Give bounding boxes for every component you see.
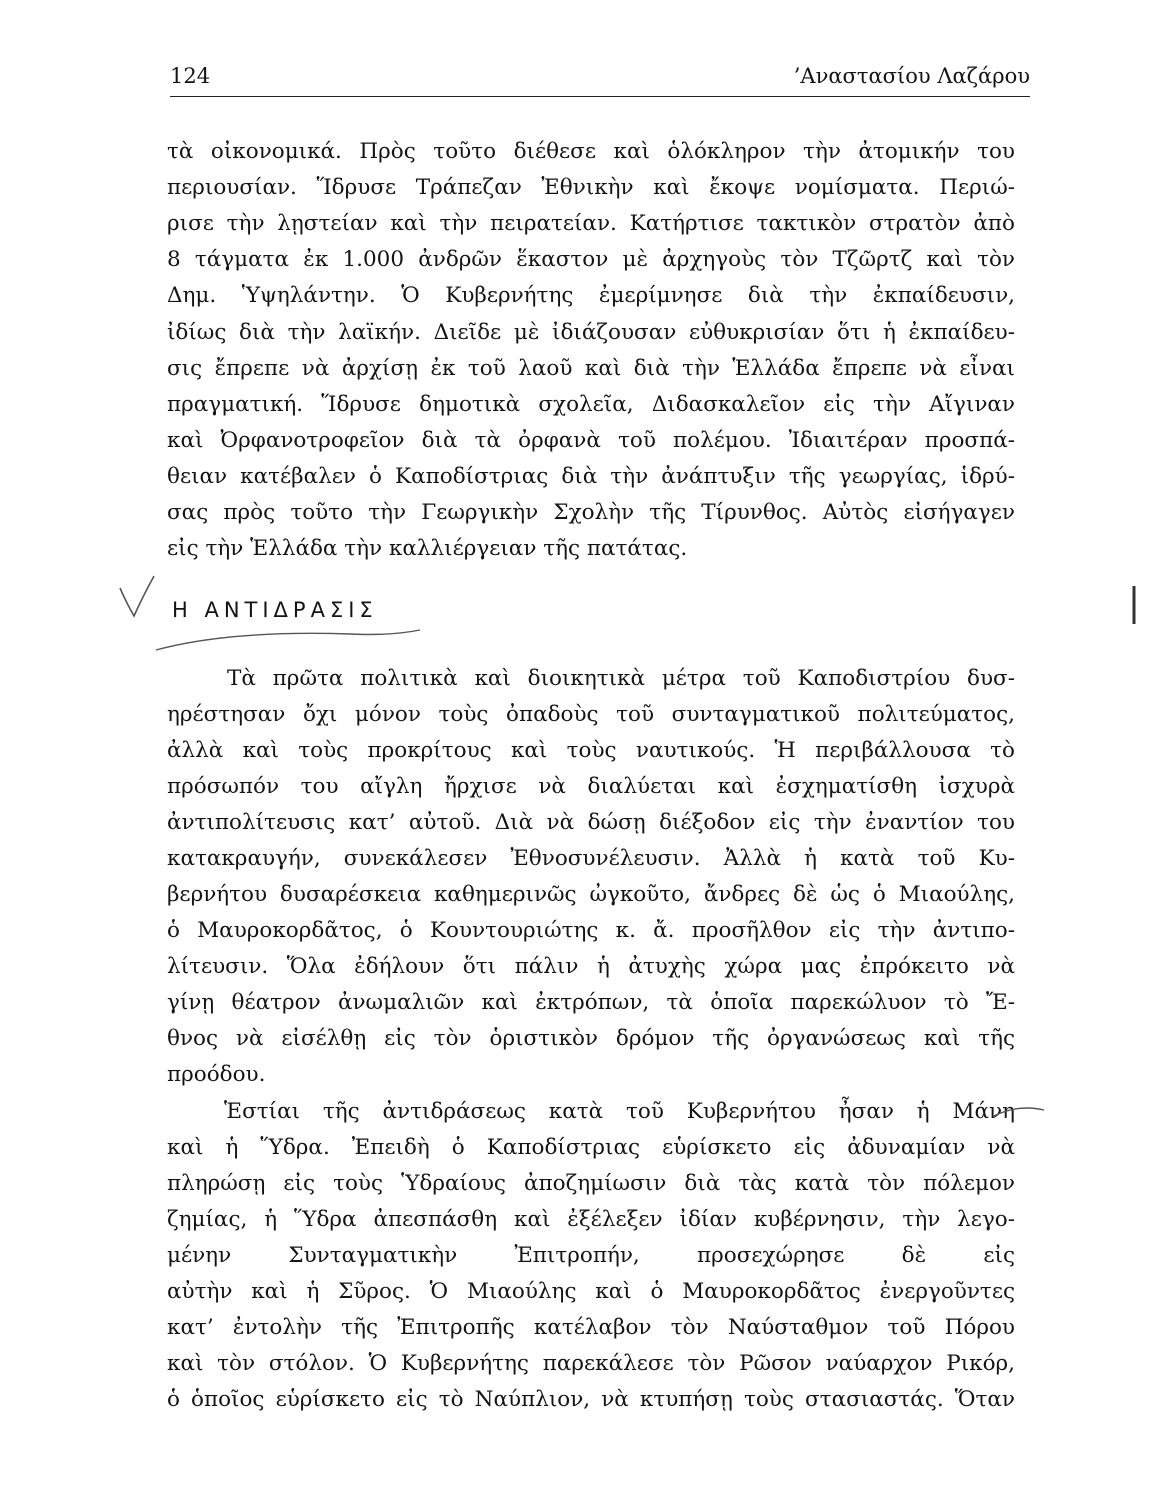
text-line: κατ’ ἐντολὴν τῆς Ἐπιτροπῆς κατέλαβον τὸν Ναύσταθμον τοῦ Πόρου [167, 1315, 1015, 1340]
text-line: γίνῃ θέατρον ἀνωμαλιῶν καὶ ἐκτρόπων, τὰ ὁποῖα παρεκώλυον τὸ Ἔ- [167, 990, 1015, 1015]
text-line: ἀλλὰ καὶ τοὺς προκρίτους καὶ τοὺς ναυτικούς. Ἡ περιβάλλουσα τὸ [167, 738, 1015, 763]
page-number: 124 [170, 64, 211, 88]
text-line: καὶ τὸν στόλον. Ὁ Κυβερνήτης παρεκάλεσε τὸν Ρῶσον ναύαρχον Ρικόρ, [167, 1351, 1015, 1376]
text-line: Δημ. Ὑψηλάντην. Ὁ Κυβερνήτης ἐμερίμνησε διὰ τὴν ἐκπαίδευσιν, [167, 283, 1015, 308]
text-line: σας πρὸς τοῦτο τὴν Γεωργικὴν Σχολὴν τῆς Τίρυνθος. Αὐτὸς εἰσήγαγεν [167, 500, 1015, 525]
text-line: βερνήτου δυσαρέσκεια καθημερινῶς ὠγκοῦτο, ἄνδρες δὲ ὡς ὁ Μιαούλης, [167, 882, 1015, 907]
text-line: θνος νὰ εἰσέλθῃ εἰς τὸν ὁριστικὸν δρόμον τῆς ὀργανώσεως καὶ τῆς [167, 1026, 1015, 1051]
underline-annotation [150, 620, 430, 660]
text-line: ὁ ὁποῖος εὑρίσκετο εἰς τὸ Ναύπλιον, νὰ κτυπήσῃ τοὺς στασιαστάς. Ὅταν [167, 1387, 1015, 1412]
text-line: περιουσίαν. Ἵδρυσε Τράπεζαν Ἐθνικὴν καὶ ἔκοψε νομίσματα. Περιώ- [167, 175, 1015, 200]
section-heading: Η ΑΝΤΙΔΡΑΣΙΣ [172, 598, 378, 622]
text-line: πληρώσῃ εἰς τοὺς Ὑδραίους ἀποζημίωσιν διὰ τὰς κατὰ τὸν πόλεμον [167, 1171, 1015, 1196]
text-line: Ἑστίαι τῆς ἀντιδράσεως κατὰ τοῦ Κυβερνήτου ἦσαν ἡ Μάνη [224, 1099, 1015, 1124]
text-line: πρόσωπόν του αἴγλη ἤρχισε νὰ διαλύεται καὶ ἐσχηματίσθη ἰσχυρὰ [167, 774, 1015, 799]
text-line: ρισε τὴν λῃστείαν καὶ τὴν πειρατείαν. Κατήρτισε τακτικὸν στρατὸν ἀπὸ [167, 211, 1015, 236]
page-header [170, 62, 1030, 97]
text-line: εἰς τὴν Ἑλλάδα τὴν καλλιέργειαν τῆς πατάτας. [167, 536, 688, 561]
text-line: ἰδίως διὰ τὴν λαϊκήν. Διεῖδε μὲ ἰδιάζουσαν εὐθυκρισίαν ὅτι ἡ ἐκπαίδευ- [167, 320, 1015, 345]
checkmark-annotation [108, 570, 168, 630]
text-line: λίτευσιν. Ὅλα ἐδήλουν ὅτι πάλιν ἡ ἀτυχὴς χώρα μας ἐπρόκειτο νὰ [167, 954, 1015, 979]
text-line: ἀντιπολίτευσις κατ’ αὐτοῦ. Διὰ νὰ δώσῃ διέξοδον εἰς τὴν ἐναντίον του [167, 810, 1015, 835]
margin-mark [1120, 580, 1150, 630]
text-line: προόδου. [167, 1062, 266, 1087]
text-line: κατακραυγήν, συνεκάλεσεν Ἐθνοσυνέλευσιν. Ἀλλὰ ἡ κατὰ τοῦ Κυ- [167, 846, 1015, 871]
text-line: ζημίας, ἡ Ὕδρα ἀπεσπάσθη καὶ ἐξέλεξεν ἰδίαν κυβέρνησιν, τὴν λεγο- [167, 1207, 1015, 1232]
text-line: πραγματική. Ἵδρυσε δημοτικὰ σχολεῖα, Διδασκαλεῖον εἰς τὴν Αἴγιναν [167, 392, 1015, 417]
text-line: καὶ ἡ Ὕδρα. Ἐπειδὴ ὁ Καποδίστριας εὑρίσκετο εἰς ἀδυναμίαν νὰ [167, 1135, 1015, 1160]
text-line: Τὰ πρῶτα πολιτικὰ καὶ διοικητικὰ μέτρα τοῦ Καποδιστρίου δυσ- [227, 666, 1015, 691]
text-line: καὶ Ὀρφανοτροφεῖον διὰ τὰ ὀρφανὰ τοῦ πολέμου. Ἰδιαιτέραν προσπά- [167, 428, 1015, 453]
text-line: 8 τάγματα ἐκ 1.000 ἀνδρῶν ἕκαστον μὲ ἀρχηγοὺς τὸν Τζῶρτζ καὶ τὸν [167, 247, 1015, 272]
text-line: αὐτὴν καὶ ἡ Σῦρος. Ὁ Μιαούλης καὶ ὁ Μαυροκορδᾶτος ἐνεργοῦντες [167, 1279, 1015, 1304]
text-line: τὰ οἰκονομικά. Πρὸς τοῦτο διέθεσε καὶ ὁλόκληρον τὴν ἀτομικήν του [167, 139, 1015, 164]
text-line: μένην Συνταγματικὴν Ἐπιτροπήν, προσεχώρησε δὲ εἰς [167, 1243, 1015, 1268]
text-line: θειαν κατέβαλεν ὁ Καποδίστριας διὰ τὴν ἀνάπτυξιν τῆς γεωργίας, ἱδρύ- [167, 464, 1015, 489]
text-line: ηρέστησαν ὄχι μόνον τοὺς ὀπαδοὺς τοῦ συνταγματικοῦ πολιτεύματος, [167, 702, 1015, 727]
running-head: ’Αναστασίου Λαζάρου [793, 64, 1030, 88]
text-line: ὁ Μαυροκορδᾶτος, ὁ Κουντουριώτης κ. ἄ. προσῆλθον εἰς τὴν ἀντιπο- [167, 918, 1015, 943]
text-line: σις ἔπρεπε νὰ ἀρχίσῃ ἐκ τοῦ λαοῦ καὶ διὰ τὴν Ἑλλάδα ἔπρεπε νὰ εἶναι [167, 356, 1015, 381]
